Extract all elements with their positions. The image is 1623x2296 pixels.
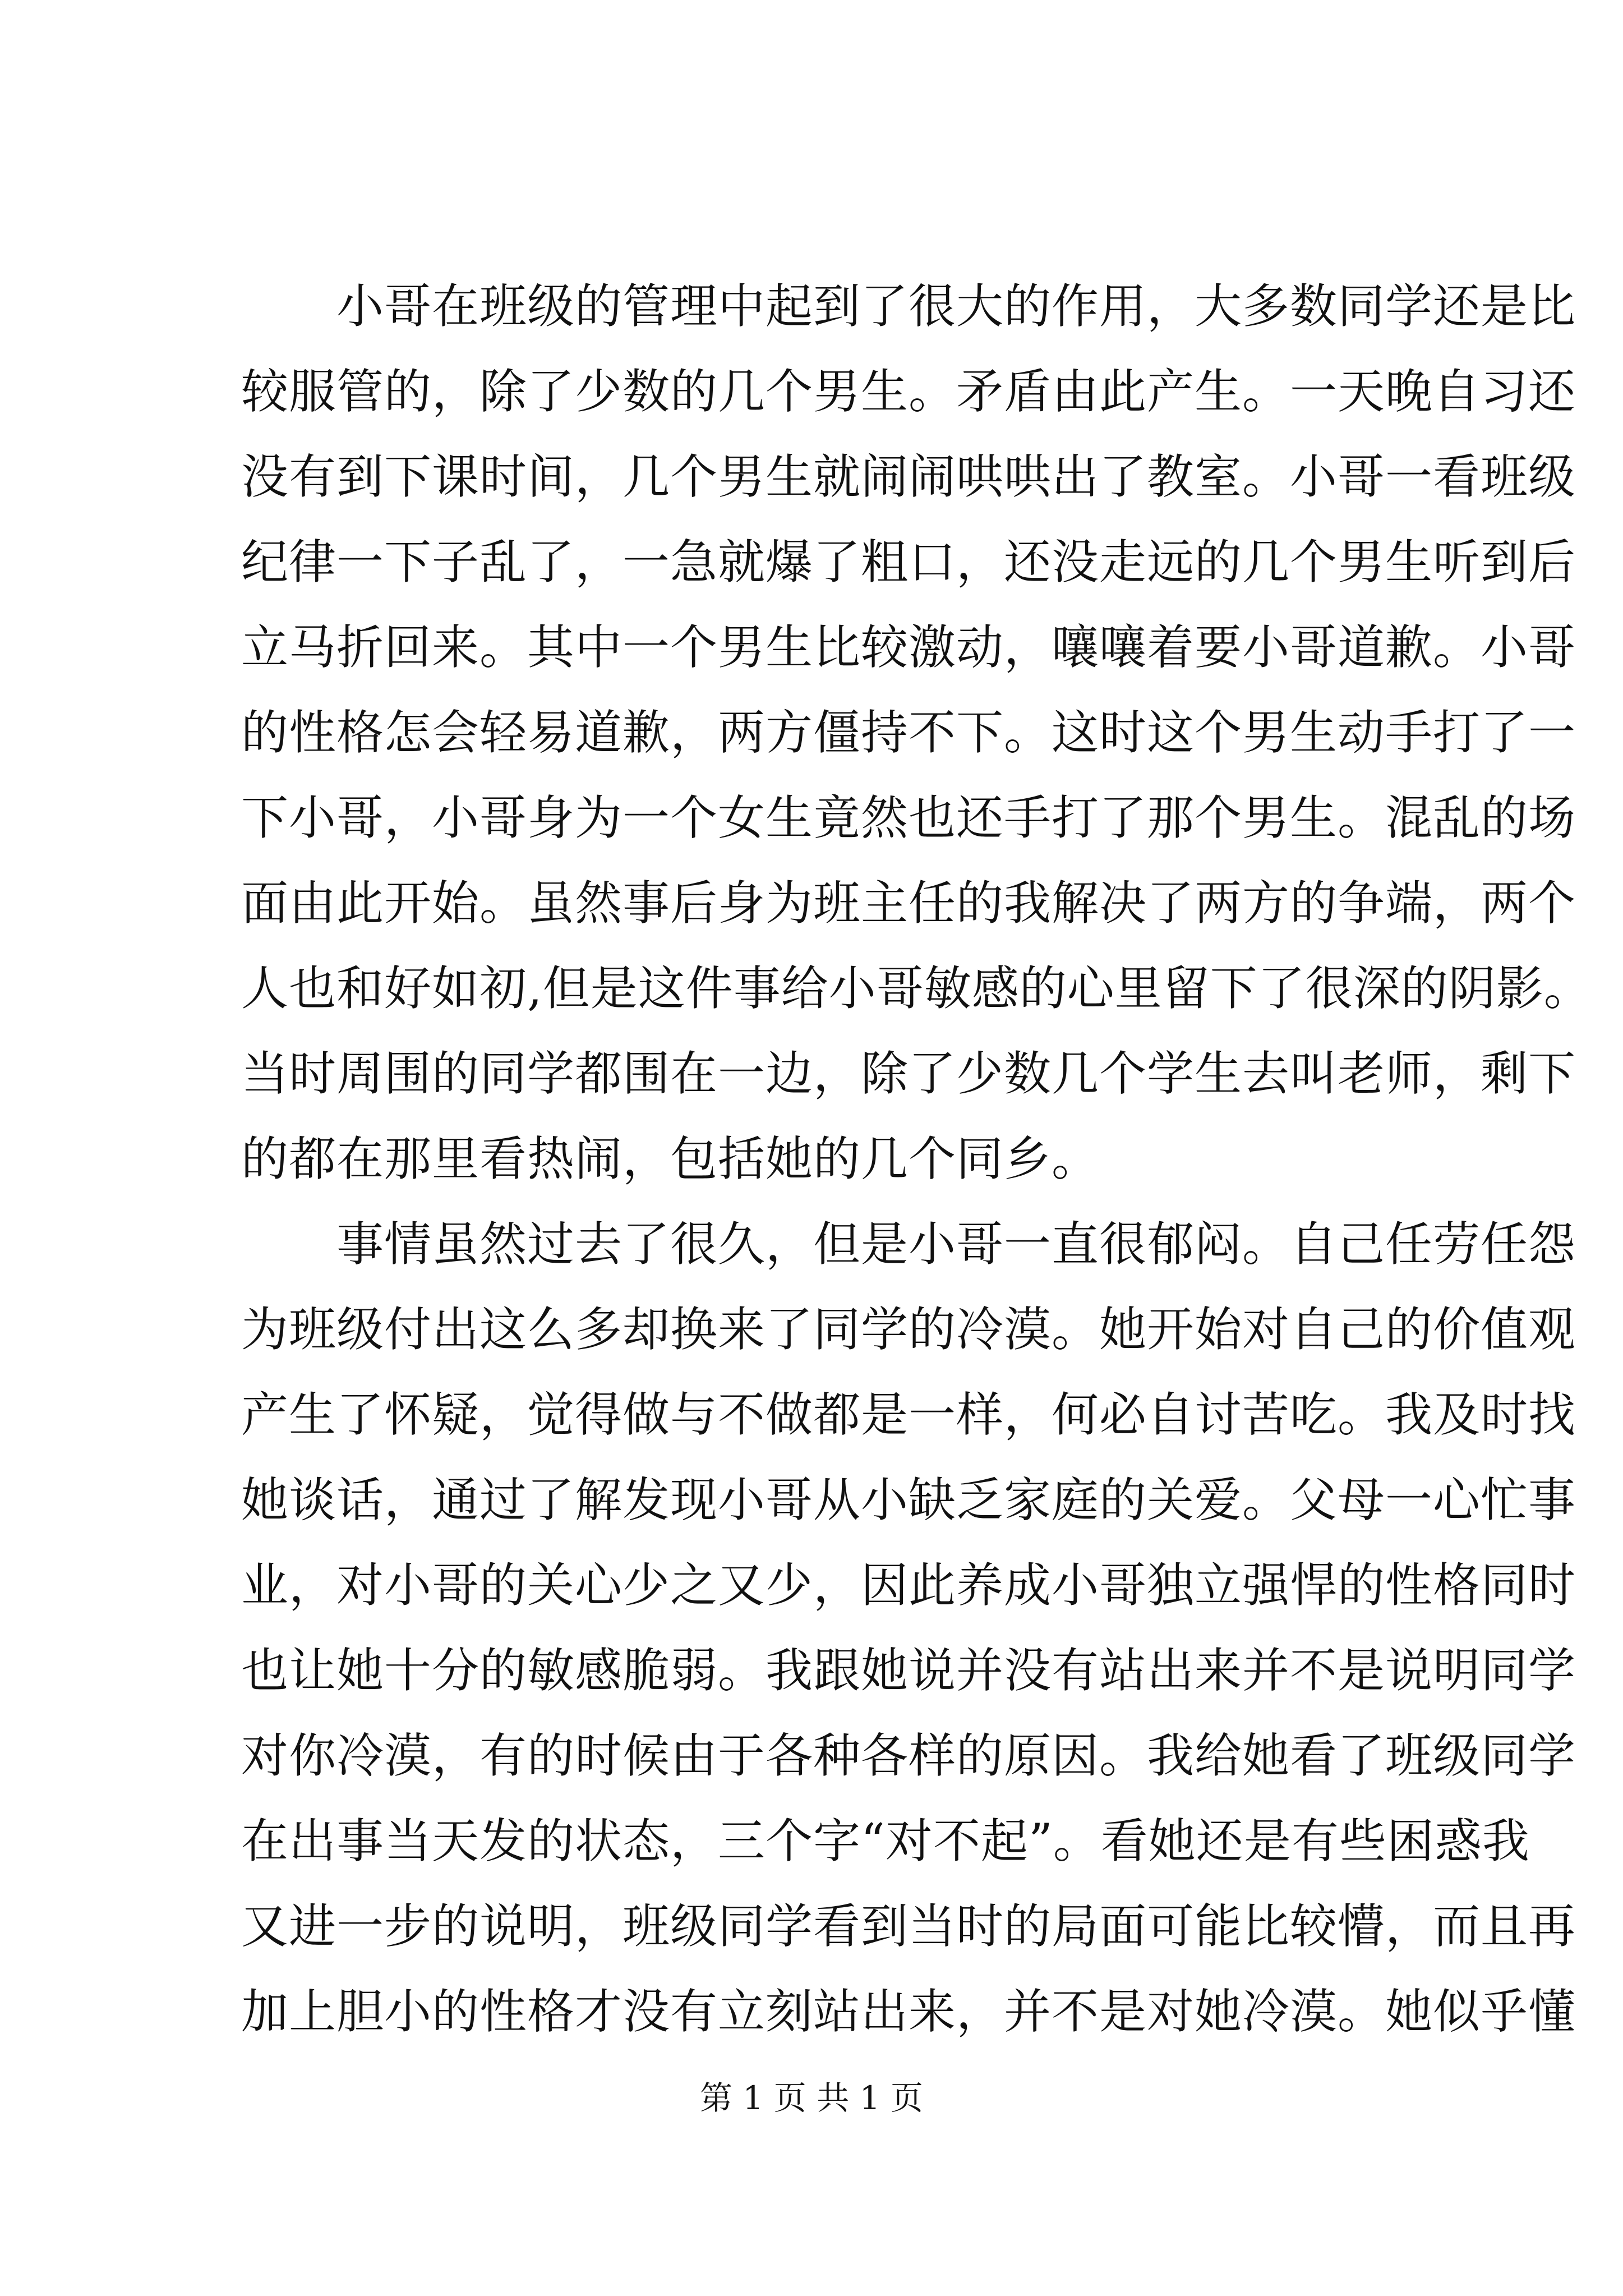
paragraph-1 <box>241 264 1592 1202</box>
paragraph-line: 产生了怀疑，觉得做与不做都是一样，何必自讨苦吃。我及时找 <box>241 1387 1576 1442</box>
paragraph-line: 业，对小哥的关心少之又少，因此养成小哥独立强悍的性格同时 <box>241 1558 1576 1613</box>
paragraph-line: 又进一步的说明，班级同学看到当时的局面可能比较懵，而且再 <box>241 1899 1576 1954</box>
paragraph-line: 面由此开始。虽然事后身为班主任的我解决了两方的争端，两个 <box>241 876 1576 931</box>
paragraph-line: 在出事当天发的状态，三个字“对不起”。看她还是有些困惑我 <box>241 1814 1530 1869</box>
document-body <box>241 264 1592 2054</box>
paragraph-line: 对你冷漠，有的时候由于各种各样的原因。我给她看了班级同学 <box>241 1728 1576 1783</box>
paragraph-line: 事情虽然过去了很久，但是小哥一直很郁闷。自己任劳任怨 <box>336 1217 1576 1272</box>
paragraph-line: 也让她十分的敏感脆弱。我跟她说并没有站出来并不是说明同学 <box>241 1643 1576 1698</box>
paragraph-line: 加上胆小的性格才没有立刻站出来，并不是对她冷漠。她似乎懂 <box>241 1984 1576 2039</box>
paragraph-line: 下小哥，小哥身为一个女生竟然也还手打了那个男生。混乱的场 <box>241 790 1576 845</box>
paragraph-line: 的性格怎会轻易道歉，两方僵持不下。这时这个男生动手打了一 <box>241 705 1576 760</box>
paragraph-line: 纪律一下子乱了，一急就爆了粗口，还没走远的几个男生听到后 <box>241 535 1576 590</box>
paragraph-line: 人也和好如初,但是这件事给小哥敏感的心里留下了很深的阴影。 <box>241 961 1592 1016</box>
paragraph-line: 较服管的，除了少数的几个男生。矛盾由此产生。一天晚自习还 <box>241 364 1576 419</box>
paragraph-line: 小哥在班级的管理中起到了很大的作用，大多数同学还是比 <box>336 279 1576 334</box>
page-number-footer: 第 1 页 共 1 页 <box>700 2079 923 2117</box>
paragraph-line: 当时周围的同学都围在一边，除了少数几个学生去叫老师，剩下 <box>241 1046 1576 1101</box>
paragraph-line: 为班级付出这么多却换来了同学的冷漠。她开始对自己的价值观 <box>241 1302 1576 1357</box>
paragraph-line: 立马折回来。其中一个男生比较激动，嚷嚷着要小哥道歉。小哥 <box>241 620 1576 675</box>
paragraph-line: 的都在那里看热闹，包括她的几个同乡。 <box>241 1131 1100 1186</box>
paragraph-line: 她谈话，通过了解发现小哥从小缺乏家庭的关爱。父母一心忙事 <box>241 1473 1576 1527</box>
paragraph-2 <box>241 1202 1576 2054</box>
paragraph-line: 没有到下课时间，几个男生就闹闹哄哄出了教室。小哥一看班级 <box>241 449 1576 504</box>
